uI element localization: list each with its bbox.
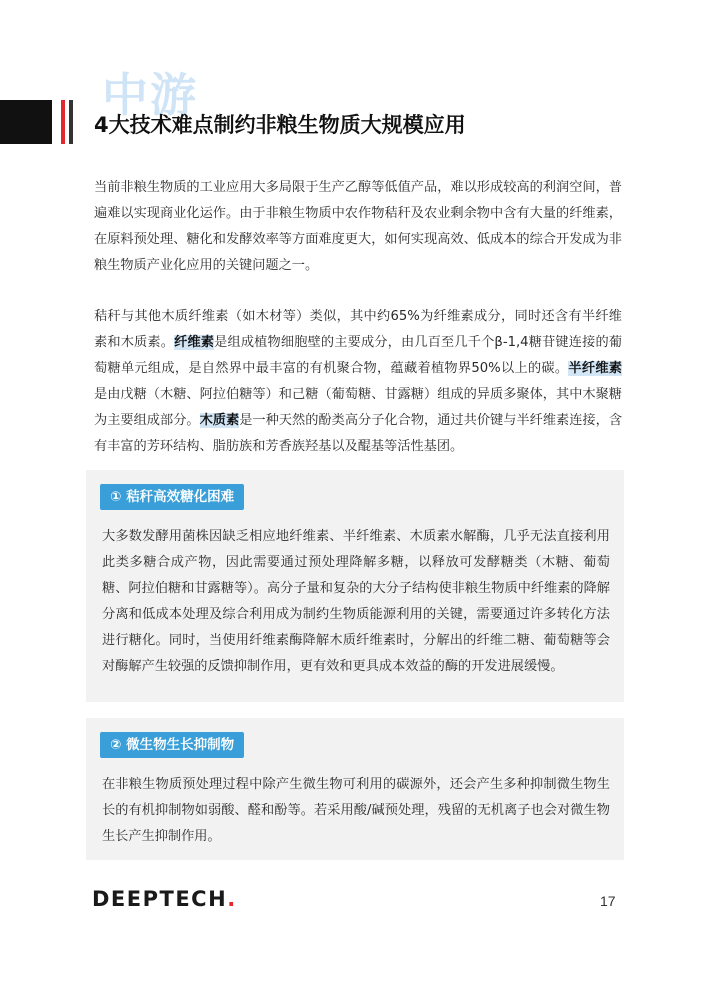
term-hemicellulose: 半纤维素 [568, 361, 622, 376]
cellulose-description: 是组成植物细胞壁的主要成分，由几百至几千个β-1,4糖苷键连接的葡萄糖单元组成，是自然界中最丰富的有机聚合物，蕴藏着植物界50%以上的碳。 [94, 335, 623, 376]
challenge-tag-inhibitors: ② 微生物生长抑制物 [100, 732, 244, 758]
header-dark-bar [69, 100, 73, 144]
page-title: 4大技术难点制约非粮生物质大规模应用 [94, 113, 466, 137]
section-watermark: 中游 [102, 68, 198, 122]
header-black-block [0, 100, 52, 144]
term-lignin: 木质素 [199, 413, 240, 428]
challenge-text-saccharification: 大多数发酵用菌株因缺乏相应地纤维素、半纤维素、木质素水解酶，几乎无法直接利用此类多糖合成产物，因此需要通过预处理降解多糖，以释放可发酵糖类（木糖、葡萄糖、阿拉伯糖和甘露糖等）。高分子量和复杂的大分子结构使非粮生物质中纤维素的降解分离和低成本处理及综合利用成为制约生物质能源利用的关键，需要通过许多转化方法进行糖化。同时，当使用纤维素酶降解木质纤维素时，分解出的纤维二糖、葡萄糖等会对酶解产生较强的反馈抑制作用，更有效和更具成本效益的酶的开发进展缓慢。 [102, 529, 610, 674]
page-number: 17 [600, 893, 616, 909]
challenge-text-inhibitors: 在非粮生物质预处理过程中除产生微生物可利用的碳源外，还会产生多种抑制微生物生长的有机抑制物如弱酸、醛和酚等。若采用酸/碱预处理，残留的无机离子也会对微生物生长产生抑制作用。 [102, 777, 610, 844]
hemicellulose-description: 是由戊糖（木糖、阿拉伯糖等）和己糖（葡萄糖、甘露糖）组成的异质多聚体，其中木聚糖为主要组成部分。 [94, 387, 622, 428]
composition-intro: 秸秆与其他木质纤维素（如木材等）类似，其中约65%为纤维素成分，同时还含有半纤维素和木质素。 [94, 309, 622, 350]
header-red-bar [61, 100, 65, 144]
deeptech-logo: DEEPTECH. [92, 887, 237, 911]
challenge-box-saccharification [86, 470, 624, 702]
challenge-box-inhibitors [86, 718, 624, 860]
paragraph-composition [94, 304, 622, 460]
challenge-tag-saccharification: ① 秸秆高效糖化困难 [100, 484, 244, 510]
paragraph-intro: 当前非粮生物质的工业应用大多局限于生产乙醇等低值产品，难以形成较高的利润空间，普遍难以实现商业化运作。由于非粮生物质中农作物秸秆及农业剩余物中含有大量的纤维素，在原料预处理、糖化和发酵效率等方面难度更大，如何实现高效、低成本的综合开发成为非粮生物质产业化应用的关键问题之一。 [94, 180, 622, 273]
term-cellulose: 纤维素 [174, 335, 215, 350]
lignin-description: 是一种天然的酚类高分子化合物，通过共价键与半纤维素连接，含有丰富的芳环结构、脂肪族和芳香族羟基以及醌基等活性基团。 [94, 413, 623, 454]
